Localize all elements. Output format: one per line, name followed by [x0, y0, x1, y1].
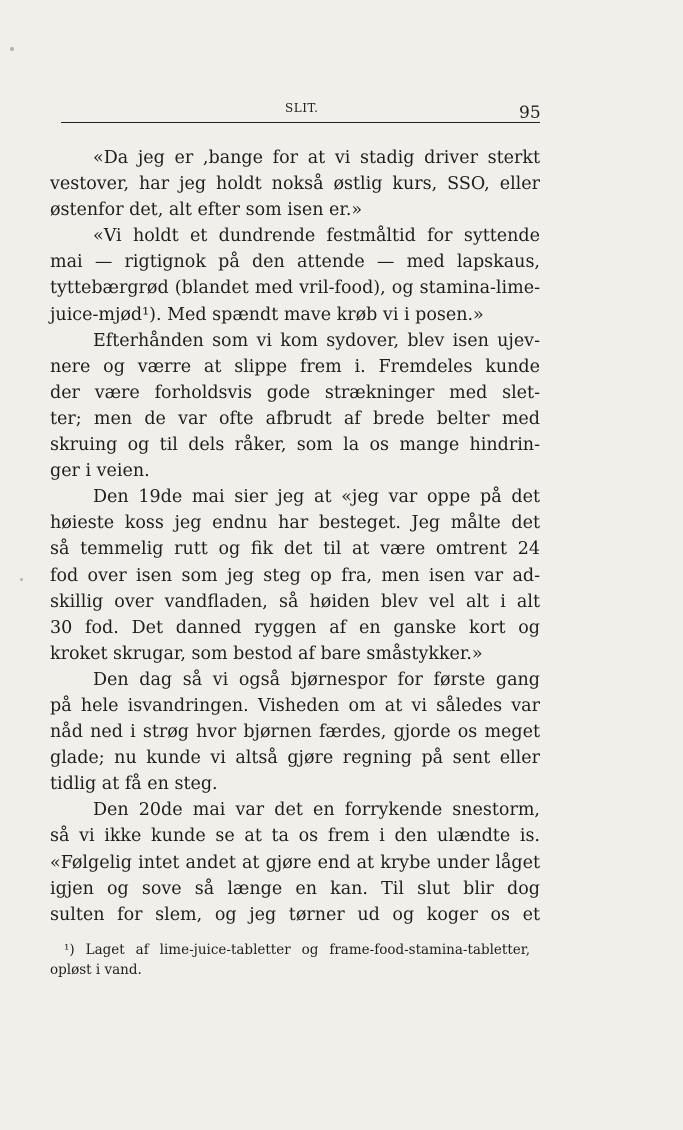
text-line: tidlig at få en steg.: [50, 774, 218, 795]
footnote: [50, 940, 530, 980]
body-text: [50, 145, 540, 928]
running-head: SLIT.: [285, 101, 319, 115]
text-line: sulten for slem, og jeg tørner ud og koger os et: [50, 904, 540, 925]
text-line: der være forholdsvis gode strækninger med slet-: [50, 382, 540, 403]
text-line: «Følgelig intet andet at gjøre end at krybe under låget: [50, 852, 540, 873]
text-line: tyttebærgrød (blandet med vril-food), og stamina-lime-: [50, 278, 540, 299]
text-line: igjen og sove så længe en kan. Til slut blir dog: [50, 878, 540, 899]
text-line: nere og værre at slippe frem i. Fremdeles kunde: [50, 356, 540, 377]
text-line: «Da jeg er ,bange for at vi stadig driver sterkt: [93, 148, 540, 168]
footnote-line: opløst i vand.: [50, 962, 142, 978]
text-line: vestover, har jeg holdt nokså østlig kurs, SSO, eller: [50, 174, 540, 195]
footnote-line: ¹) Laget af lime-juice-tabletter og frame-food-stamina-tabletter,: [64, 942, 530, 958]
paper-speck: [10, 47, 14, 51]
paper-speck: [20, 578, 23, 581]
text-line: glade; nu kunde vi altså gjøre regning på sent eller: [50, 748, 540, 769]
text-line: «Vi holdt et dundrende festmåltid for syttende: [93, 226, 540, 247]
text-line: Den dag så vi også bjørnespor for første gang: [93, 669, 540, 690]
header-rule: [61, 122, 540, 123]
text-line: nåd ned i strøg hvor bjørnen færdes, gjorde os meget: [50, 722, 540, 743]
text-line: skillig over vandfladen, så høiden blev vel alt i alt: [50, 591, 540, 612]
text-line: høieste koss jeg endnu har besteget. Jeg målte det: [50, 513, 540, 534]
page-number: 95: [519, 103, 541, 123]
text-line: Den 20de mai var det en forrykende snestorm,: [93, 800, 540, 821]
text-line: kroket skrugar, som bestod af bare småstykker.»: [50, 643, 483, 664]
text-line: 30 fod. Det danned ryggen af en ganske kort og: [50, 617, 540, 638]
text-line: ter; men de var ofte afbrudt af brede belter med: [50, 408, 540, 429]
text-line: østenfor det, alt efter som isen er.»: [50, 200, 363, 221]
text-line: ger i veien.: [50, 461, 150, 482]
text-line: juice-mjød¹). Med spændt mave krøb vi i posen.»: [50, 304, 484, 325]
text-line: Efterhånden som vi kom sydover, blev isen ujev-: [93, 330, 540, 351]
text-line: fod over isen som jeg steg op fra, men isen var ad-: [50, 565, 540, 586]
text-line: skruing og til dels råker, som la os mange hindrin-: [50, 435, 540, 456]
text-line: Den 19de mai sier jeg at «jeg var oppe på det: [93, 487, 540, 508]
text-line: så vi ikke kunde se at ta os frem i den ulændte is.: [50, 826, 540, 847]
text-line: så temmelig rutt og fik det til at være omtrent 24: [50, 539, 540, 560]
text-line: på hele isvandringen. Visheden om at vi således var: [50, 695, 540, 716]
text-line: mai — rigtignok på den attende — med lapskaus,: [50, 252, 540, 273]
